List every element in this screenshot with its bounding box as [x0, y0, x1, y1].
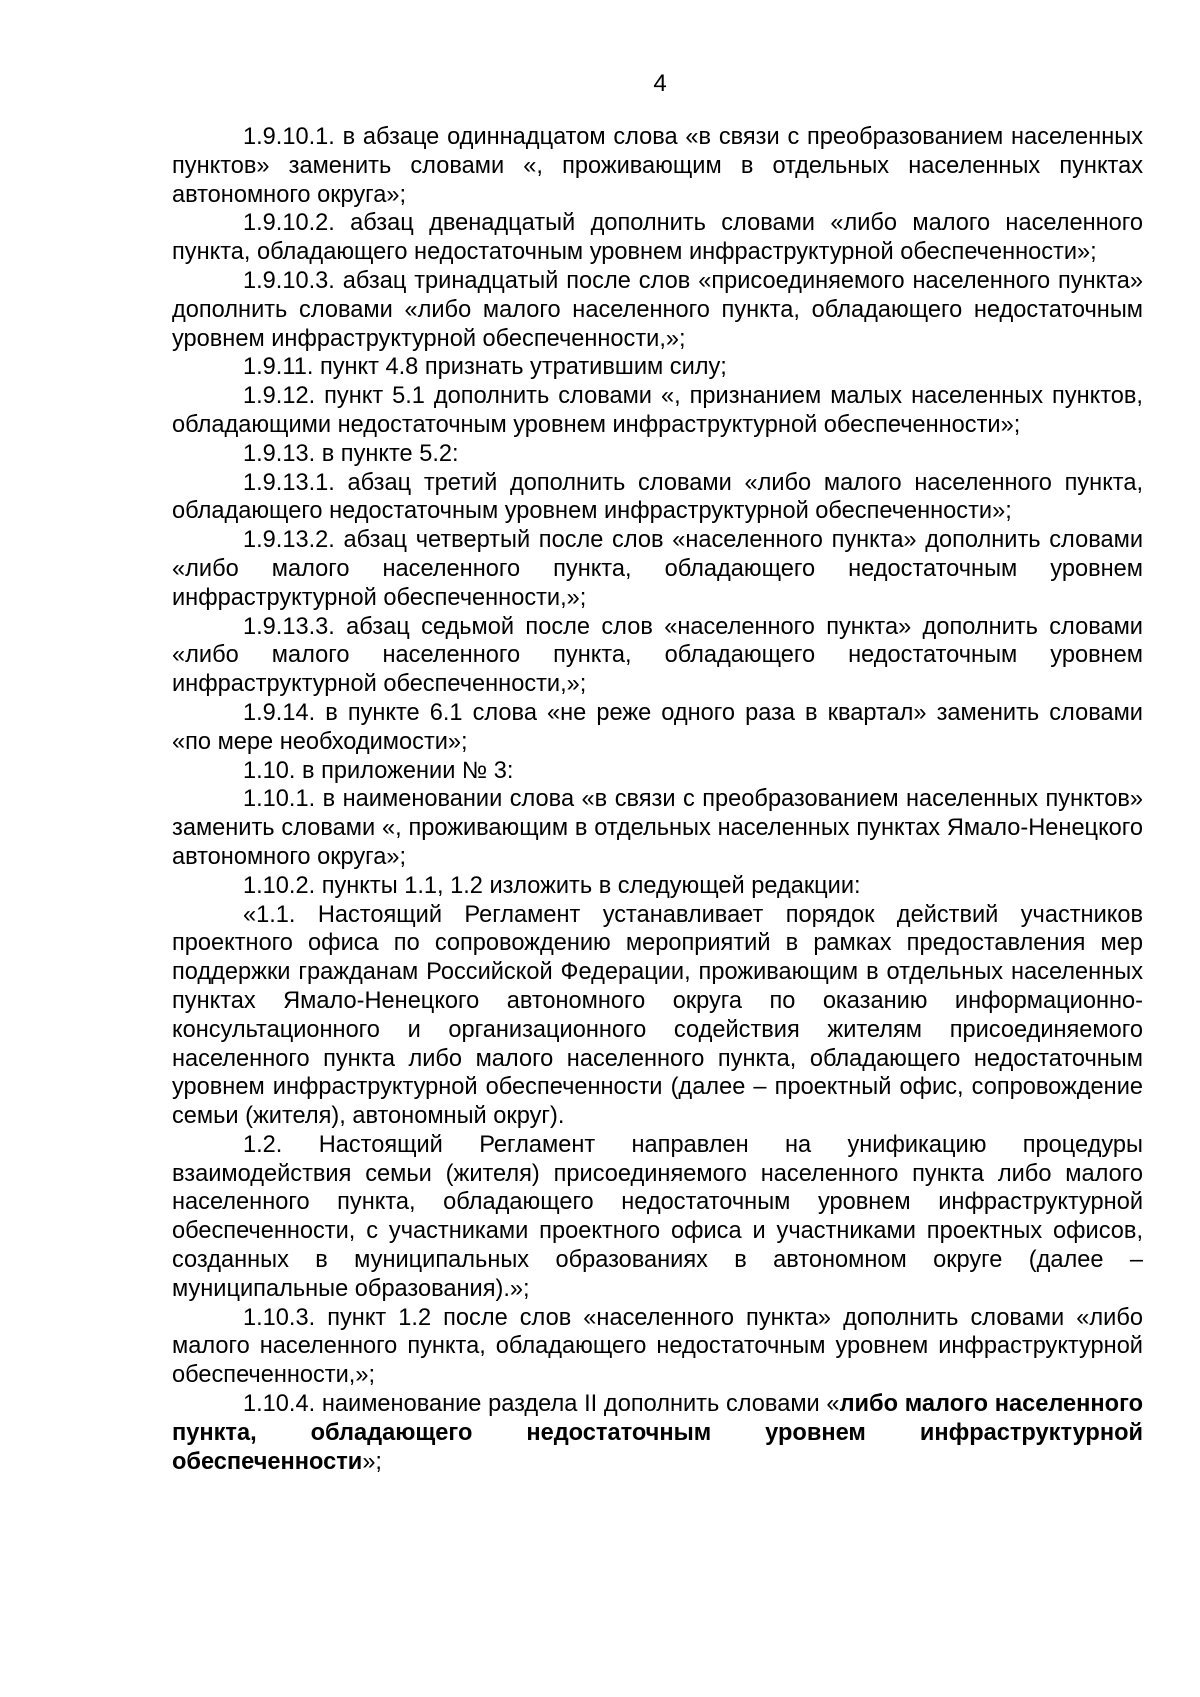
page-number: 4 — [653, 70, 667, 97]
paragraph-1-9-10-2: 1.9.10.2. абзац двенадцатый дополнить словами «либо малого населенного пункта, обладающего недостаточным уровнем инфраструктурной обеспеченности»; — [172, 210, 1143, 266]
paragraph-1-9-10-1: 1.9.10.1. в абзаце одиннадцатом слова «в связи с преобразованием населенных пунктов» заменить словами «, проживающим в отдельных населенных пунктах автономного округа»; — [172, 124, 1143, 208]
paragraph-1-10-4 — [172, 1390, 1143, 1476]
paragraph-1-9-10-3: 1.9.10.3. абзац тринадцатый после слов «присоединяемого населенного пункта» дополнить словами «либо малого населенного пункта, обладающего недостаточным уровнем инфраструктурной обеспеченности,»; — [172, 267, 1143, 352]
paragraph-quoted-1-1: «1.1. Настоящий Регламент устанавливает порядок действий участников проектного офиса по сопровождению мероприятий в рамках предоставления мер поддержки гражданам Российской Федерации, проживающим в отдельных населенных пунктах Ямало-Ненецкого автономного округа по оказанию информационно-консультационного и организационного содействия жителям присоединяемого населенного пункта либо малого населенного пункта, обладающего недостаточным уровнем инфраструктурной обеспеченности (далее – проектный офис, сопровождение семьи (жителя), автономный округ). — [172, 901, 1143, 1130]
paragraph-1-10-4-bold: либо малого населенного пункта, обладающего недостаточным уровнем инфраструктурной обеспеченности — [172, 1391, 1143, 1475]
paragraph-1-10-3: 1.10.3. пункт 1.2 после слов «населенного пункта» дополнить словами «либо малого населенного пункта, обладающего недостаточным уровнем инфраструктурной обеспеченности,»; — [172, 1304, 1143, 1389]
paragraph-1-10-2: 1.10.2. пункты 1.1, 1.2 изложить в следующей редакции: — [243, 872, 861, 899]
paragraph-1-9-13-3: 1.9.13.3. абзац седьмой после слов «населенного пункта» дополнить словами «либо малого населенного пункта, обладающего недостаточным уровнем инфраструктурной обеспеченности,»; — [172, 613, 1143, 698]
paragraph-1-10: 1.10. в приложении № 3: — [243, 757, 514, 784]
paragraph-1-10-4-suffix: »; — [362, 1448, 382, 1475]
paragraph-1-9-14: 1.9.14. в пункте 6.1 слова «не реже одного раза в квартал» заменить словами «по мере необходимости»; — [172, 699, 1143, 755]
paragraph-1-9-13-1: 1.9.13.1. абзац третий дополнить словами «либо малого населенного пункта, обладающего недостаточным уровнем инфраструктурной обеспеченности»; — [172, 469, 1143, 525]
paragraph-1-9-12: 1.9.12. пункт 5.1 дополнить словами «, признанием малых населенных пунктов, обладающими недостаточным уровнем инфраструктурной обеспеченности»; — [172, 383, 1143, 438]
paragraph-1-9-13: 1.9.13. в пункте 5.2: — [243, 440, 459, 467]
paragraph-1-10-1: 1.10.1. в наименовании слова «в связи с преобразованием населенных пунктов» заменить словами «, проживающим в отдельных населенных пунктах Ямало-Ненецкого автономного округа»; — [172, 786, 1143, 870]
paragraph-1-10-4-prefix: 1.10.4. наименование раздела II дополнить словами « — [243, 1391, 840, 1418]
paragraph-1-9-11: 1.9.11. пункт 4.8 признать утратившим силу; — [243, 354, 727, 381]
paragraph-1-9-13-2: 1.9.13.2. абзац четвертый после слов «населенного пункта» дополнить словами «либо малого населенного пункта, обладающего недостаточным уровнем инфраструктурной обеспеченности,»; — [172, 527, 1143, 611]
paragraph-quoted-1-2: 1.2. Настоящий Регламент направлен на унификацию процедуры взаимодействия семьи (жителя) присоединяемого населенного пункта либо малого населенного пункта, обладающего недостаточным уровнем инфраструктурной обеспеченности, с участниками проектного офиса и участниками проектных офисов, созданных в муниципальных образованиях в автономном округе (далее – муниципальные образования).»; — [172, 1131, 1143, 1302]
document-body — [172, 123, 1143, 1476]
